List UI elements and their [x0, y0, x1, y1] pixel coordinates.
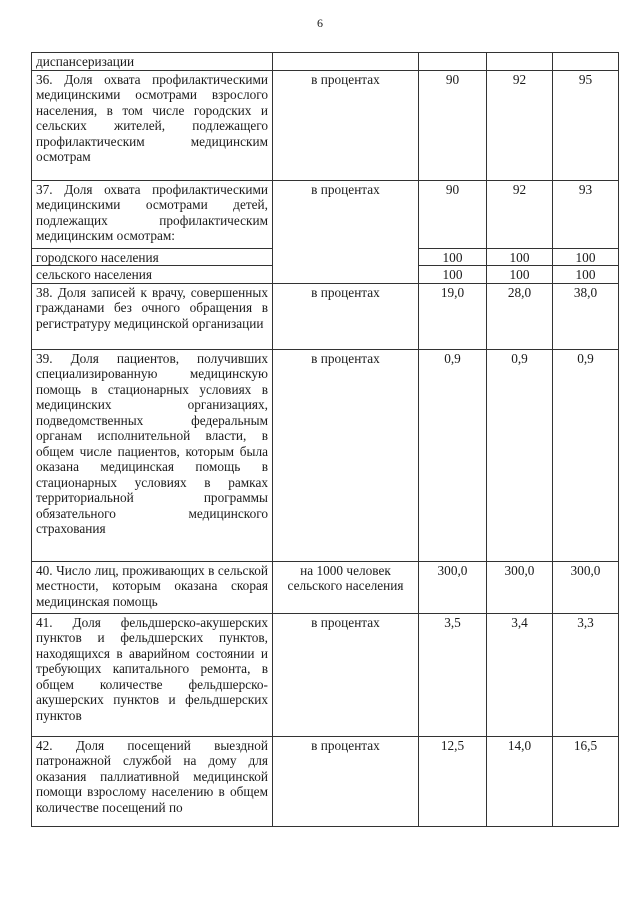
indicator-unit: в процентах	[273, 349, 419, 561]
indicator-unit: в процентах	[273, 613, 419, 736]
value-year-3	[553, 53, 619, 71]
table-row	[32, 613, 619, 736]
value-year-1: 100	[419, 266, 487, 284]
table-row	[32, 349, 619, 561]
value-year-2: 300,0	[487, 561, 553, 613]
table-row	[32, 736, 619, 826]
table-row	[32, 53, 619, 71]
value-year-3: 93	[553, 180, 619, 248]
indicator-unit: в процентах	[273, 70, 419, 180]
table-row	[32, 70, 619, 180]
value-year-3: 0,9	[553, 349, 619, 561]
value-year-1: 90	[419, 180, 487, 248]
value-year-2: 100	[487, 248, 553, 266]
value-year-2: 92	[487, 70, 553, 180]
value-year-1	[419, 53, 487, 71]
value-year-3: 38,0	[553, 283, 619, 349]
value-year-1: 19,0	[419, 283, 487, 349]
value-year-3: 300,0	[553, 561, 619, 613]
value-year-3: 100	[553, 248, 619, 266]
value-year-2: 100	[487, 266, 553, 284]
value-year-2: 3,4	[487, 613, 553, 736]
indicator-name: 37. Доля охвата профилактическими медицинскими осмотрами детей, подлежащих профилактическим медицинским осмотрам:	[32, 180, 273, 248]
indicator-name: диспансеризации	[32, 53, 273, 71]
indicator-name: 36. Доля охвата профилактическими медицинскими осмотрами взрослого населения, в том числе городских и сельских жителей, подлежащего профилактическим медицинским осмотрам	[32, 70, 273, 180]
indicator-unit: в процентах	[273, 283, 419, 349]
indicator-name: 41. Доля фельдшерско-акушерских пунктов и фельдшерских пунктов, находящихся в аварийном состоянии и требующих капитального ремонта, в общем количестве фельдшерско-акушерских пунктов и фельдшерских пунктов	[32, 613, 273, 736]
value-year-2: 0,9	[487, 349, 553, 561]
value-year-1: 12,5	[419, 736, 487, 826]
value-year-2: 92	[487, 180, 553, 248]
indicator-unit	[273, 53, 419, 71]
indicator-name: 38. Доля записей к врачу, совершенных гражданами без очного обращения в регистратуру медицинской организации	[32, 283, 273, 349]
value-year-1: 0,9	[419, 349, 487, 561]
indicator-name: сельского населения	[32, 266, 273, 284]
value-year-1: 90	[419, 70, 487, 180]
value-year-1: 100	[419, 248, 487, 266]
value-year-3: 95	[553, 70, 619, 180]
value-year-2: 14,0	[487, 736, 553, 826]
table-row	[32, 561, 619, 613]
indicator-name: 40. Число лиц, проживающих в сельской местности, которым оказана скорая медицинская помощь	[32, 561, 273, 613]
value-year-2: 28,0	[487, 283, 553, 349]
indicator-unit: на 1000 человек сельского населения	[273, 561, 419, 613]
indicator-name: 42. Доля посещений выездной патронажной службой на дому для оказания паллиативной медицинской помощи взрослому населению в общем количестве посещений по	[32, 736, 273, 826]
value-year-1: 300,0	[419, 561, 487, 613]
indicators-table	[31, 52, 619, 827]
table-row	[32, 283, 619, 349]
value-year-2	[487, 53, 553, 71]
indicator-name: 39. Доля пациентов, получивших специализированную медицинскую помощь в стационарных условиях в медицинских организациях, подведомственных федеральным органам исполнительной власти, в общем числе пациентов, которым была оказана медицинская помощь в стационарных условиях в рамках территориальной программы обязательного медицинского страхования	[32, 349, 273, 561]
table-row	[32, 180, 619, 248]
page-number: 6	[317, 16, 323, 30]
value-year-3: 100	[553, 266, 619, 284]
indicator-unit: в процентах	[273, 736, 419, 826]
indicator-name: городского населения	[32, 248, 273, 266]
value-year-3: 16,5	[553, 736, 619, 826]
value-year-3: 3,3	[553, 613, 619, 736]
value-year-1: 3,5	[419, 613, 487, 736]
indicator-unit: в процентах	[273, 180, 419, 283]
